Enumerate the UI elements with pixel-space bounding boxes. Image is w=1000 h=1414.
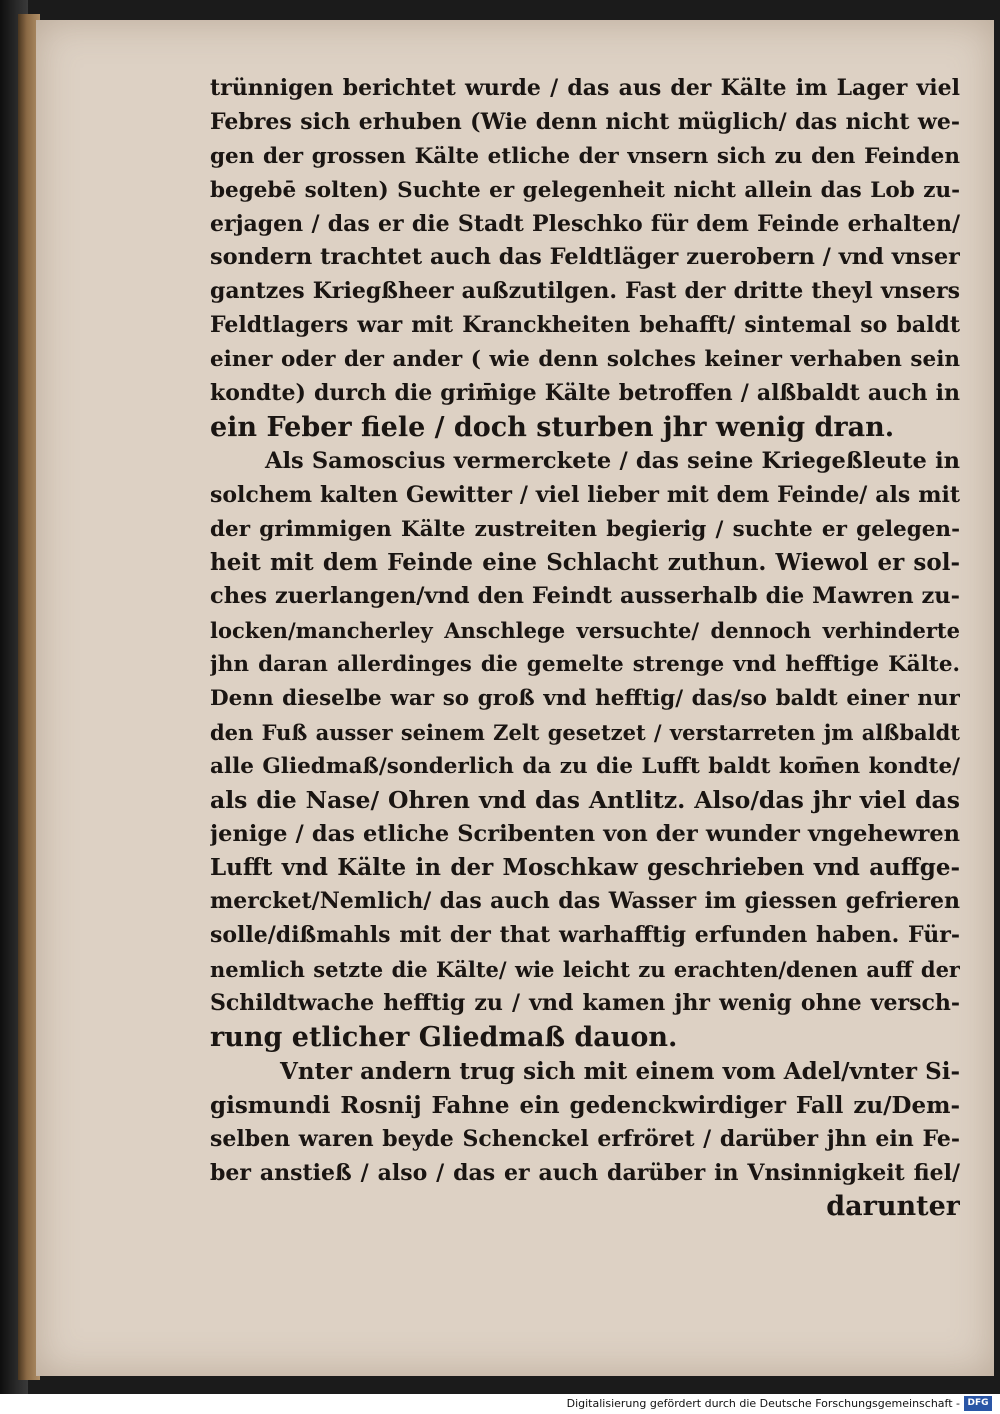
text-line: mercket/Nemlich/ das auch das Wasser im giessen gefrieren (210, 888, 960, 915)
text-line: erjagen / das er die Stadt Pleschko für dem Feinde erhalten/ (210, 210, 960, 237)
text-line: gismundi Rosnij Fahne ein gedenckwirdiger Fall zu/Dem- (210, 1091, 960, 1119)
text-line-paragraph-start: Vnter andern trug sich mit einem vom Adel/vnter Si- (280, 1057, 960, 1085)
text-line: solle/dißmahls mit der that warhafftig erfunden haben. Für- (210, 922, 960, 949)
dfg-logo-icon: DFG (964, 1396, 992, 1411)
text-line: nemlich setzte die Kälte/ wie leicht zu erachten/denen auff der (210, 957, 960, 983)
text-line: ber anstieß / also / das er auch darüber in Vnsinnigkeit fiel/ (210, 1159, 960, 1186)
text-line: solchem kalten Gewitter / viel lieber mit dem Feinde/ als mit (210, 481, 960, 508)
text-line: heit mit dem Feinde eine Schlacht zuthun. Wiewol er sol- (210, 549, 960, 577)
text-line: ches zuerlangen/vnd den Feindt ausserhalb die Mawren zu- (210, 583, 960, 610)
footer-bar (0, 1394, 1000, 1414)
text-line: Febres sich erhuben (Wie denn nicht müglich/ das nicht we- (210, 108, 960, 135)
text-line: begebē solten) Suchte er gelegenheit nicht allein das Lob zu- (210, 177, 960, 203)
text-line: jenige / das etliche Scribenten von der wunder vngehewren (210, 820, 960, 847)
text-line: Lufft vnd Kälte in der Moschkaw geschrieben vnd auffge- (210, 854, 960, 882)
text-line: jhn daran allerdinges die gemelte strenge vnd hefftige Kälte. (210, 652, 960, 678)
text-line: kondte) durch die grim̄ige Kälte betroffen / alßbaldt auch in (210, 380, 960, 407)
text-line: den Fuß ausser seinem Zelt gesetzet / verstarreten jm alßbaldt (210, 719, 960, 745)
text-line: als die Nase/ Ohren vnd das Antlitz. Also/das jhr viel das (210, 785, 960, 814)
text-line: locken/mancherley Anschlege versuchte/ dennoch verhinderte (210, 618, 960, 644)
text-line: gantzes Kriegßheer außzutilgen. Fast der dritte theyl vnsers (210, 278, 960, 305)
text-line: Denn dieselbe war so groß vnd hefftig/ das/so baldt einer nur (210, 686, 960, 712)
text-line: trünnigen berichtet wurde / das aus der Kälte im Lager viel (210, 75, 960, 101)
text-line: alle Gliedmaß/sonderlich da zu die Lufft baldt kom̄en kondte/ (210, 753, 960, 779)
text-line: Schildtwache hefftig zu / vnd kamen jhr wenig ohne versch- (210, 990, 960, 1017)
text-line: ein Feber fiele / doch sturben jhr wenig dran. (210, 411, 895, 443)
page-text-block (210, 72, 960, 1224)
text-line: Feldtlagers war mit Kranckheiten behafft/ sintemal so baldt (210, 312, 960, 339)
funding-credit: Digitalisierung gefördert durch die Deutsche Forschungsgemeinschaft - (566, 1397, 960, 1410)
text-line-paragraph-start: Als Samoscius vermerckete / das seine Kriegeßleute in (265, 447, 960, 474)
text-line: rung etlicher Gliedmaß dauon. (210, 1021, 678, 1053)
text-line: selben waren beyde Schenckel erfröret / darüber jhn ein Fe- (210, 1125, 960, 1152)
text-line: einer oder der ander ( wie denn solches keiner verhaben sein (210, 347, 960, 373)
catchword: darunter (826, 1191, 960, 1223)
text-line: gen der grossen Kälte etliche der vnsern sich zu den Feinden (210, 143, 960, 169)
text-line: der grimmigen Kälte zustreiten begierig / suchte er gelegen- (210, 516, 960, 542)
text-line: sondern trachtet auch das Feldtläger zuerobern / vnd vnser (210, 244, 960, 271)
